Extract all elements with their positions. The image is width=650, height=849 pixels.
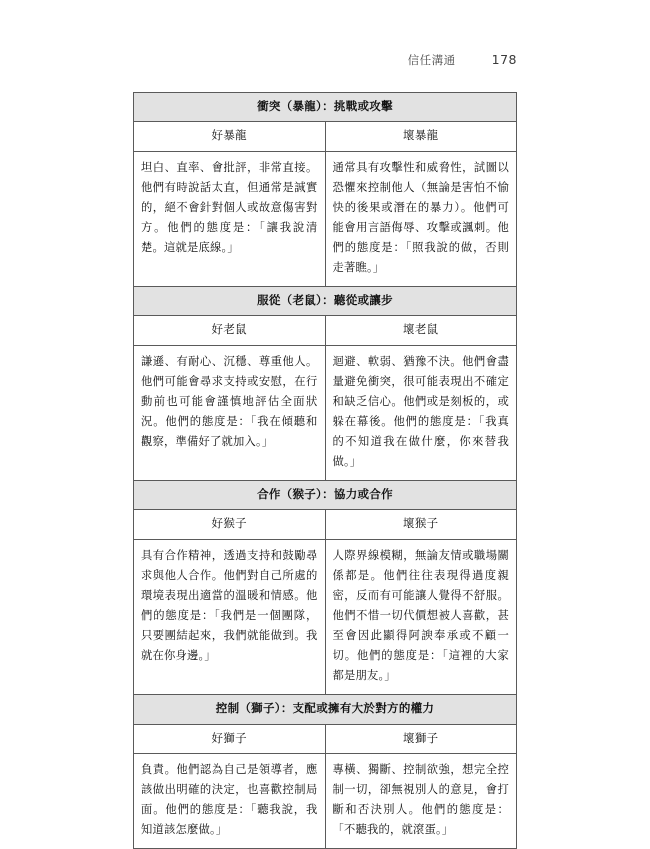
cell-good-monkey-description: 具有合作精神，透過支持和鼓勵尋求與他人合作。他們對自己所處的環境表現出適當的溫暖和情感。他們的態度是：「我們是一個團隊，只要團結起來，我們就能做到。我就在你身邊。」	[134, 539, 326, 695]
cell-bad-dinosaur-description: 通常具有攻擊性和威脅性，試圖以恐懼來控制他人（無論是害怕不愉快的後果或潛在的暴力）。他們可能會用言語侮辱、攻擊或諷刺。他們的態度是：「照我說的做，否則走著瞧。」	[325, 151, 517, 287]
column-heading-good-dinosaur: 好暴龍	[134, 122, 326, 151]
cell-good-lion-description: 負責。他們認為自己是領導者，應該做出明確的決定，也喜歡控制局面。他們的態度是：「聽我說，我知道該怎麼做。」	[134, 753, 326, 848]
section-heading-control: 控制（獅子）：支配或擁有大於對方的權力	[134, 695, 517, 724]
column-heading-bad-dinosaur: 壞暴龍	[325, 122, 517, 151]
running-head-title: 信任溝通	[407, 53, 456, 67]
table-row	[134, 695, 517, 724]
table-row	[134, 753, 517, 848]
column-heading-good-mouse: 好老鼠	[134, 316, 326, 345]
table-row	[134, 122, 517, 151]
section-heading-cooperation: 合作（猴子）：協力或合作	[134, 481, 517, 510]
cell-bad-lion-description: 專橫、獨斷、控制欲強，想完全控制一切，卻無視別人的意見，會打斷和否決別人。他們的態度是：「不聽我的，就滾蛋。」	[325, 753, 517, 848]
column-heading-bad-lion: 壞獅子	[325, 724, 517, 753]
section-heading-conflict: 衝突（暴龍）：挑戰或攻擊	[134, 93, 517, 122]
running-head	[133, 52, 517, 68]
column-heading-good-monkey: 好猴子	[134, 510, 326, 539]
cell-bad-monkey-description: 人際界線模糊，無論友情或職場關係都是。他們往往表現得過度親密，反而有可能讓人覺得不舒服。他們不惜一切代價想被人喜歡，甚至會因此顯得阿諛奉承或不顧一切。他們的態度是：「這裡的大家都是朋友。」	[325, 539, 517, 695]
column-heading-bad-mouse: 壞老鼠	[325, 316, 517, 345]
column-heading-good-lion: 好獅子	[134, 724, 326, 753]
page-number: 178	[491, 52, 517, 67]
behaviour-styles-table	[133, 92, 517, 849]
table-row	[134, 93, 517, 122]
table-row	[134, 510, 517, 539]
table-row	[134, 345, 517, 481]
cell-good-mouse-description: 謙遜、有耐心、沉穩、尊重他人。他們可能會尋求支持或安慰，在行動前也可能會謹慎地評估全面狀況。他們的態度是：「我在傾聽和觀察，準備好了就加入。」	[134, 345, 326, 481]
cell-bad-mouse-description: 迴避、軟弱、猶豫不決。他們會盡量避免衝突，很可能表現出不確定和缺乏信心。他們或是刻板的，或躲在幕後。他們的態度是：「我真的不知道我在做什麼，你來替我做。」	[325, 345, 517, 481]
column-heading-bad-monkey: 壞猴子	[325, 510, 517, 539]
table-row	[134, 151, 517, 287]
section-heading-submission: 服從（老鼠）：聽從或讓步	[134, 287, 517, 316]
table-row	[134, 724, 517, 753]
table-row	[134, 539, 517, 695]
cell-good-dinosaur-description: 坦白、直率、會批評，非常直接。他們有時說話太直，但通常是誠實的，絕不會針對個人或故意傷害對方。他們的態度是：「讓我說清楚。這就是底線。」	[134, 151, 326, 287]
table-row	[134, 287, 517, 316]
table-row	[134, 481, 517, 510]
table-row	[134, 316, 517, 345]
